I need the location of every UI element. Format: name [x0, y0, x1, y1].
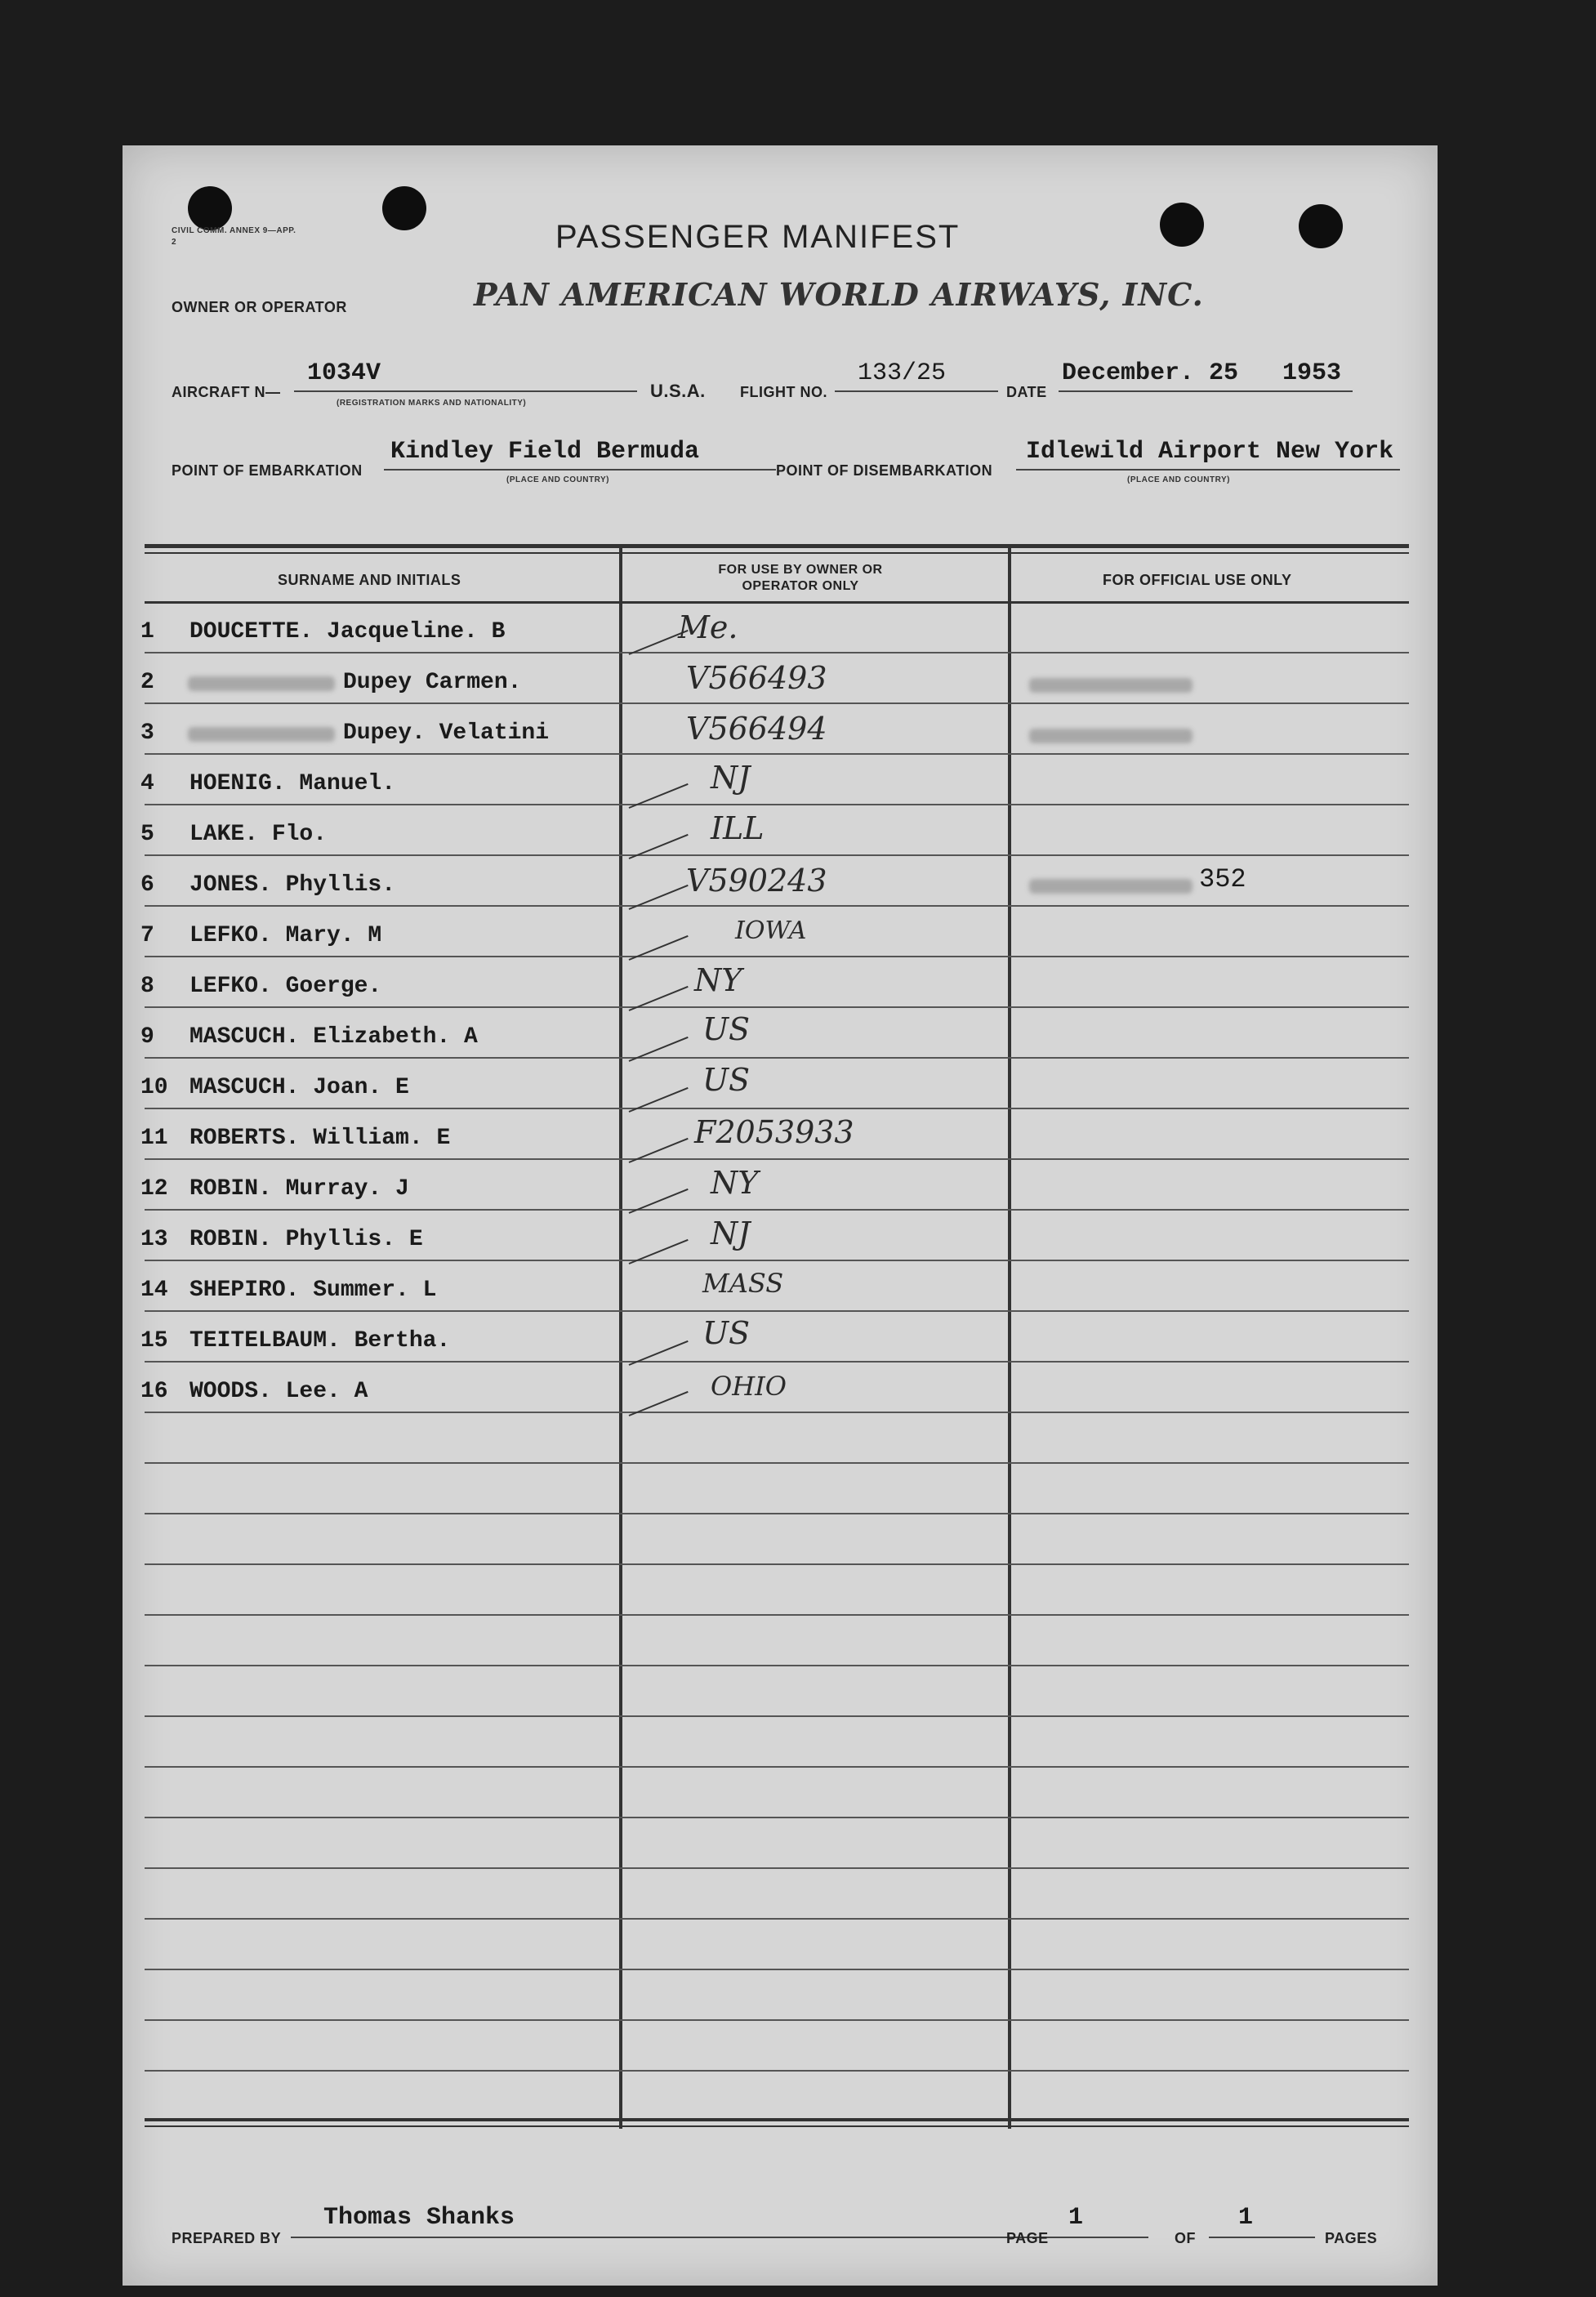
row-rule — [145, 905, 1409, 907]
flight-label: FLIGHT NO. — [740, 384, 827, 400]
header-official-use: FOR OFFICIAL USE ONLY — [1103, 572, 1292, 588]
passenger-name: HOENIG. Manuel. — [189, 771, 396, 796]
row-rule — [145, 804, 1409, 805]
registration-caption: (REGISTRATION MARKS AND NATIONALITY) — [337, 399, 527, 408]
owner-note: NY — [711, 1165, 759, 1201]
form-title: PASSENGER MANIFEST — [555, 219, 961, 255]
redaction — [188, 727, 335, 742]
row-rule — [145, 1513, 1409, 1514]
page-value: 1 — [1068, 2204, 1084, 2232]
owner-note: US — [702, 1315, 751, 1351]
pages-label: PAGES — [1325, 2230, 1378, 2246]
row-rule — [145, 702, 1409, 704]
passenger-name: Dupey Carmen. — [343, 670, 522, 695]
row-number: 5 — [140, 822, 154, 847]
owner-note: MASS — [702, 1268, 784, 1299]
owner-note: US — [702, 1011, 751, 1047]
row-rule — [145, 1260, 1409, 1261]
row-rule — [145, 1665, 1409, 1666]
form-reference: CIVIL COMM. ANNEX 9—APP. 2 — [172, 226, 296, 247]
place-caption: (PLACE AND COUNTRY) — [506, 475, 609, 484]
row-rule — [145, 1006, 1409, 1008]
row-number: 13 — [140, 1227, 168, 1252]
owner-label: OWNER OR OPERATOR — [172, 299, 347, 315]
of-label: OF — [1175, 2230, 1196, 2246]
prepared-label: PREPARED BY — [172, 2230, 282, 2246]
aircraft-label: AIRCRAFT N— — [172, 384, 281, 400]
official-value: 352 — [1199, 864, 1246, 894]
row-rule — [145, 1969, 1409, 1970]
row-rule — [145, 1209, 1409, 1211]
table-top-rule — [145, 544, 1409, 548]
row-number: 16 — [140, 1379, 168, 1404]
passenger-name: MASCUCH. Joan. E — [189, 1075, 409, 1100]
row-rule — [145, 1766, 1409, 1768]
row-rule — [145, 1563, 1409, 1565]
row-rule — [145, 2019, 1409, 2021]
row-number: 3 — [140, 720, 154, 746]
aircraft-value: 1034V — [307, 359, 381, 387]
owner-note: NY — [694, 962, 742, 998]
redaction — [1029, 729, 1193, 743]
row-rule — [145, 1361, 1409, 1363]
row-rule — [145, 1817, 1409, 1818]
passenger-name: ROBIN. Murray. J — [189, 1176, 409, 1202]
owner-note: OHIO — [711, 1371, 787, 1402]
row-rule — [145, 1412, 1409, 1413]
prepared-value: Thomas Shanks — [323, 2204, 515, 2232]
owner-note: NJ — [711, 760, 751, 796]
punch-hole — [1299, 204, 1343, 248]
operator-name: PAN AMERICAN WORLD AIRWAYS, INC. — [474, 276, 1204, 313]
row-number: 8 — [140, 974, 154, 999]
passenger-name: LEFKO. Mary. M — [189, 923, 382, 948]
passenger-name: ROBERTS. William. E — [189, 1126, 451, 1151]
page-label: PAGE — [1006, 2230, 1049, 2246]
passenger-name: WOODS. Lee. A — [189, 1379, 368, 1404]
row-number: 4 — [140, 771, 154, 796]
passenger-name: ROBIN. Phyllis. E — [189, 1227, 423, 1252]
row-rule — [145, 1108, 1409, 1109]
row-rule — [145, 652, 1409, 653]
embark-label: POINT OF EMBARKATION — [172, 462, 363, 479]
header-owner-use: FOR USE BY OWNER OR OPERATOR ONLY — [718, 563, 883, 593]
punch-hole — [188, 186, 232, 230]
row-rule — [145, 1310, 1409, 1312]
place-caption: (PLACE AND COUNTRY) — [1127, 475, 1230, 484]
passenger-name: MASCUCH. Elizabeth. A — [189, 1024, 478, 1050]
of-value: 1 — [1238, 2204, 1254, 2232]
row-number: 1 — [140, 619, 154, 644]
owner-note: V590243 — [686, 863, 827, 899]
header-surname: SURNAME AND INITIALS — [278, 572, 461, 588]
row-rule — [145, 1158, 1409, 1160]
passenger-name: Dupey. Velatini — [343, 720, 550, 746]
row-number: 7 — [140, 923, 154, 948]
row-rule — [145, 1057, 1409, 1059]
column-divider — [1008, 544, 1011, 2129]
passenger-name: DOUCETTE. Jacqueline. B — [189, 619, 506, 644]
usa-label: U.S.A. — [650, 381, 706, 401]
table-bottom-rule — [145, 2118, 1409, 2121]
row-number: 14 — [140, 1278, 168, 1303]
owner-note: IOWA — [735, 917, 807, 945]
passenger-name: TEITELBAUM. Bertha. — [189, 1328, 451, 1354]
row-rule — [145, 956, 1409, 957]
disembark-value: Idlewild Airport New York — [1026, 438, 1394, 466]
passenger-name: SHEPIRO. Summer. L — [189, 1278, 437, 1303]
owner-note: ILL — [711, 810, 765, 846]
row-rule — [145, 753, 1409, 755]
date-label: DATE — [1006, 384, 1047, 400]
row-number: 2 — [140, 670, 154, 695]
row-rule — [145, 2070, 1409, 2072]
row-rule — [145, 1918, 1409, 1920]
owner-note: NJ — [711, 1215, 751, 1251]
flight-value: 133/25 — [858, 359, 947, 387]
owner-note: US — [702, 1062, 751, 1098]
row-number: 6 — [140, 872, 154, 898]
row-number: 9 — [140, 1024, 154, 1050]
redaction — [1029, 879, 1193, 894]
passenger-name: LAKE. Flo. — [189, 822, 328, 847]
embark-value: Kindley Field Bermuda — [390, 438, 700, 466]
row-number: 15 — [140, 1328, 168, 1354]
owner-note: V566493 — [686, 660, 827, 696]
disembark-label: POINT OF DISEMBARKATION — [776, 462, 993, 479]
date-value: December. 25 1953 — [1062, 359, 1342, 387]
punch-hole — [382, 186, 426, 230]
column-divider — [619, 544, 622, 2129]
row-number: 11 — [140, 1126, 168, 1151]
owner-note: Me. — [678, 609, 738, 645]
passenger-name: JONES. Phyllis. — [189, 872, 396, 898]
row-number: 10 — [140, 1075, 168, 1100]
row-rule — [145, 854, 1409, 856]
redaction — [1029, 678, 1193, 693]
row-rule — [145, 1715, 1409, 1717]
row-rule — [145, 1614, 1409, 1616]
redaction — [188, 676, 335, 691]
manifest-sheet — [123, 145, 1438, 2286]
row-rule — [145, 1462, 1409, 1464]
punch-hole — [1160, 203, 1204, 247]
row-rule — [145, 1867, 1409, 1869]
owner-note: F2053933 — [694, 1114, 854, 1150]
passenger-name: LEFKO. Goerge. — [189, 974, 382, 999]
owner-note: V566494 — [686, 711, 827, 747]
row-number: 12 — [140, 1176, 168, 1202]
